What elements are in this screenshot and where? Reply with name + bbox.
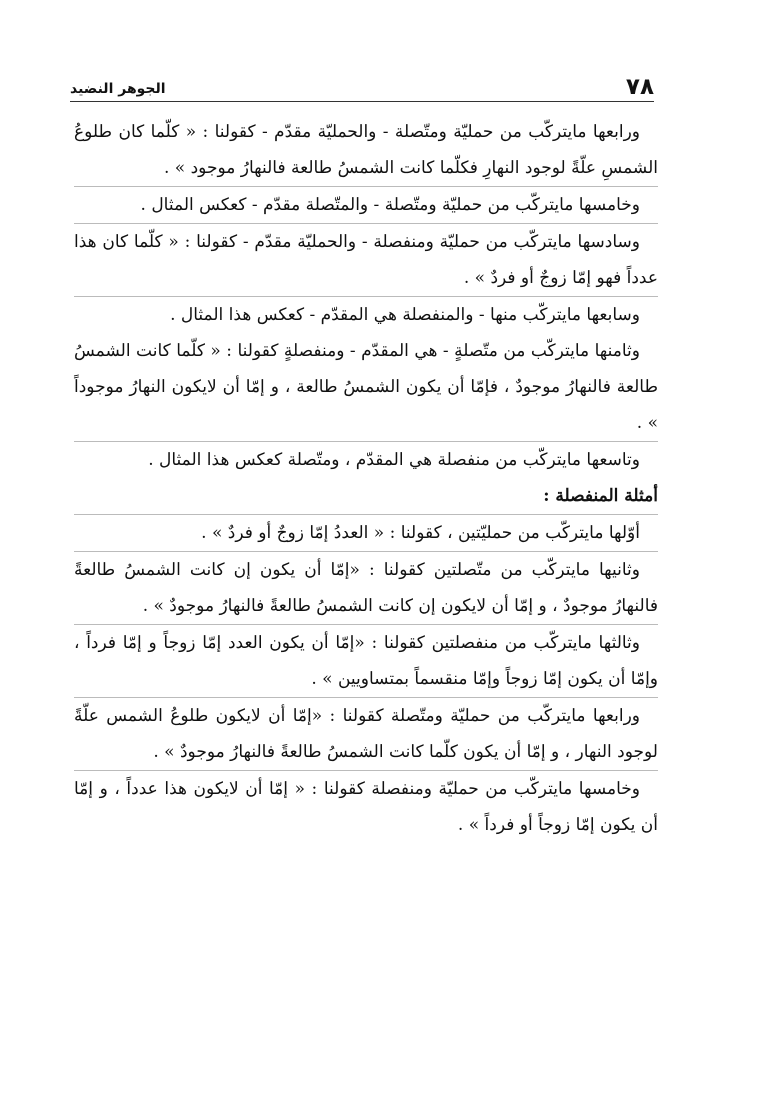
page-body [74, 114, 658, 843]
section-heading: أمثلة المنفصلة : [543, 486, 658, 506]
paragraph-6: وسادسها مايتركّب من حمليّة ومنفصلة - والحمليّة مقدّم - كقولنا : « كلّما كان هذا عدداً فهو إمّا زوجٌ أو فردٌ » . [74, 223, 658, 296]
paragraph-5: وخامسها مايتركّب من حمليّة ومتّصلة - والمتّصلة مقدّم - كعكس المثال . [74, 186, 658, 223]
munfasila-example-1: أوّلها مايتركّب من حمليّتين ، كقولنا : « العددُ إمّا زوجٌ أو فردٌ » . [74, 514, 658, 551]
munfasila-example-5: وخامسها مايتركّب من حمليّة ومنفصلة كقولنا : « إمّا أن لايكون هذا عدداً ، و إمّا أن يكون إمّا زوجاً أو فرداً » . [74, 770, 658, 843]
munfasila-example-2: وثانيها مايتركّب من متّصلتين كقولنا : «إمّا أن يكون إن كانت الشمسُ طالعةً فالنهارُ موجودٌ ، و إمّا أن لايكون إن كانت الشمسُ طالعةً فالنهارُ موجودٌ » . [74, 551, 658, 624]
paragraph-9: وتاسعها مايتركّب من منفصلة هي المقدّم ، ومتّصلة كعكس هذا المثال . [74, 441, 658, 478]
book-title: الجوهر النضيد [70, 81, 166, 97]
header-rule [70, 101, 654, 102]
page-header [70, 70, 654, 100]
paragraph-8: وثامنها مايتركّب من متّصلةٍ - هي المقدّم - ومنفصلةٍ كقولنا : « كلّما كانت الشمسُ طالعة فالنهارُ موجودٌ ، فإمّا أن يكون الشمسُ طالعة ، و إمّا أن لايكون النهارُ موجوداً » . [74, 341, 658, 433]
paragraph-4-hamliya-muttasila: ورابعها مايتركّب من حمليّة ومتّصلة - والحمليّة مقدّم - كقولنا : « كلّما كان طلوعُ الشمسِ علّةً لوجود النهارِ فكلّما كانت الشمسُ طالعة فالنهارُ موجود » . [74, 122, 658, 178]
paragraph-7: وسابعها مايتركّب منها - والمنفصلة هي المقدّم - كعكس هذا المثال . [74, 296, 658, 333]
munfasila-example-3: وثالثها مايتركّب من منفصلتين كقولنا : «إمّا أن يكون العدد إمّا زوجاً و إمّا فرداً ، وإمّا أن يكون إمّا زوجاً وإمّا منقسماً بمتساويين » . [74, 624, 658, 697]
munfasila-example-4: ورابعها مايتركّب من حمليّة ومتّصلة كقولنا : «إمّا أن لايكون طلوعُ الشمس علّةً لوجود النهار ، و إمّا أن يكون كلّما كانت الشمسُ طالعةً فالنهارُ موجودٌ » . [74, 697, 658, 770]
page-number: ٧٨ [625, 74, 654, 100]
